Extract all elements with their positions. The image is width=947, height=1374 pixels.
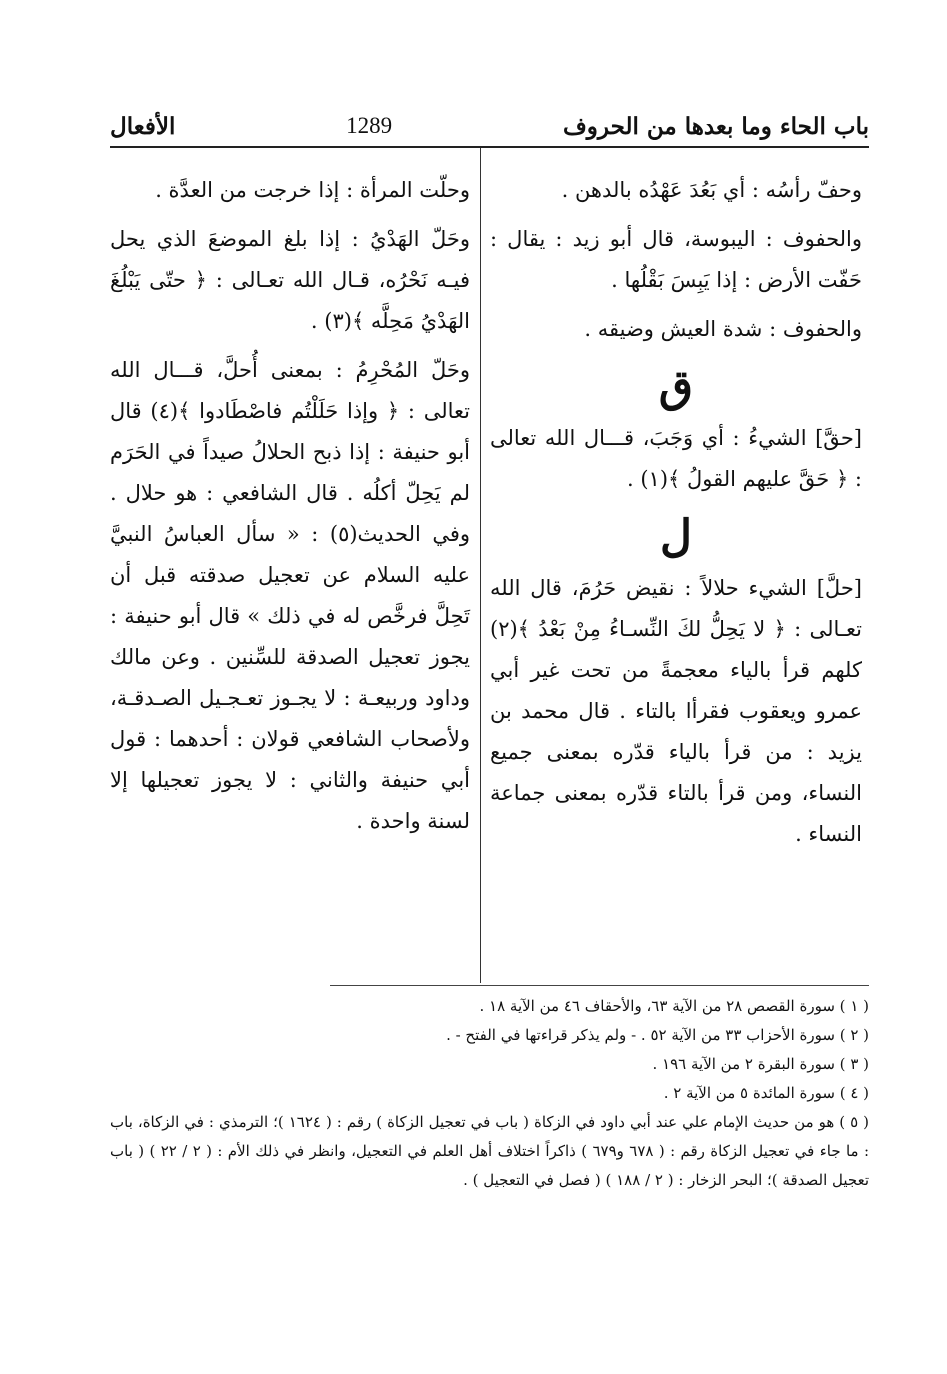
footnote: ( ٥ ) هو من حديث الإمام علي عند أبي داود في الزكاة ( باب في تعجيل الزكاة ) رقم : ( ١٦٢٤ )؛ الترمذي : في الزكاة، باب : ما جاء في تعجيل الزكاة رقم : ( ٦٧٨ و٦٧٩ ) ذاكراً اختلاف أهل العلم في التعجيل، وانظر في ذلك الأم : ( ٢ / ٢٢ ) ( باب تعجيل الصدقة )؛ البحر الزخار : ( ٢ / ١٨٨ ) ( فصل في التعجيل ) .: [110, 1113, 870, 1189]
footnote: ( ١ ) سورة القصص ٢٨ من الآية ٦٣، والأحقاف ٤٦ من الآية ١٨ .: [479, 997, 869, 1015]
left-column: [110, 170, 470, 850]
entry-paragraph: والحفوف : اليبوسة، قال أبو زيد : يقال : حَفّت الأرض : إذا يَبِسَ بَقْلُها .: [490, 227, 862, 292]
footnote-rule: [330, 985, 869, 986]
footnote: ( ٤ ) سورة المائدة ٥ من الآية ٢ .: [663, 1084, 869, 1102]
footnotes: [110, 992, 869, 1195]
chapter-title: باب الحاء وما بعدها من الحروف: [562, 112, 869, 140]
entry-paragraph: وحفّ رأسُه : أي بَعُدَ عَهْدُه بالدهن .: [561, 178, 862, 202]
entry-paragraph: وحَلّ الهَدْيُ : إذا بلغ الموضعَ الذي يحل فيـه نَحْرُه، قـال الله تعـالى : ﴿ حتّى يَبْلُغَ الهَدْيُ مَحِلَّه ﴾(٣) .: [110, 227, 470, 333]
entry-paragraph: [حقَّ] الشيءُ : أي وَجَبَ، قـــال الله تعالى : ﴿ حَقَّ عليهم القولُ ﴾(١) .: [490, 426, 862, 491]
entry-paragraph: [حلَّ] الشيء حلالاً : نقيض حَرُمَ، قال الله تعـالى : ﴿ لا يَحِلُّ لكَ النِّسـاءُ مِنْ بَعْدُ ﴾(٢) كلهم قرأ بالياء معجمةً من تحت غير أبي عمرو ويعقوب فقرأا بالتاء . قال محمد بن يزيد : من قرأ بالياء قدّره بمعنى جميع النساء، ومن قرأ بالتاء قدّره بمعنى جماعة النساء .: [490, 576, 862, 846]
right-column: [490, 170, 862, 863]
entry-paragraph: وحلّت المرأة : إذا خرجت من العدَّة .: [155, 178, 470, 202]
entry-paragraph: والحفوف : شدة العيش وضيقه .: [584, 317, 862, 341]
column-divider: [480, 148, 481, 983]
section-letter-qaf: ق: [658, 361, 694, 412]
page-number: 1289: [346, 113, 393, 138]
section-title: الأفعال: [110, 112, 176, 140]
entry-paragraph: وحَلّ المُحْرِمُ : بمعنى أُحلَّ، قـــال الله تعالى : ﴿ وإذا حَلَلْتُم فاصْطَادوا ﴾(٤) قال أبو حنيفة : إذا ذبح الحلالُ صيداً في الحَرَم لم يَحِلّ أكلُه . قال الشافعي : هو حلال . وفي الحديث(٥) : « سأل العباسُ النبيَّ عليه السلام عن تعجيل صدقته قبل أن تَحِلَّ فرخَّص له في ذلك » قال أبو حنيفة : يجوز تعجيل الصدقة للسِّنين . وعن مالك وداود وربيعـة : لا يجـوز تعـجـيل الصـدقـة، ولأصحاب الشافعي قولان : أحدهما : قول أبي حنيفة والثاني : لا يجوز تعجيلها إلا لسنة واحدة .: [110, 358, 471, 833]
section-letter-lam: ل: [660, 511, 692, 562]
header-rule: [110, 146, 869, 148]
page-header: [110, 106, 869, 146]
footnote: ( ٢ ) سورة الأحزاب ٣٣ من الآية ٥٢ . - ولم يذكر قراءتها في الفتح - .: [446, 1026, 869, 1044]
footnote: ( ٣ ) سورة البقرة ٢ من الآية ١٩٦ .: [652, 1055, 869, 1073]
